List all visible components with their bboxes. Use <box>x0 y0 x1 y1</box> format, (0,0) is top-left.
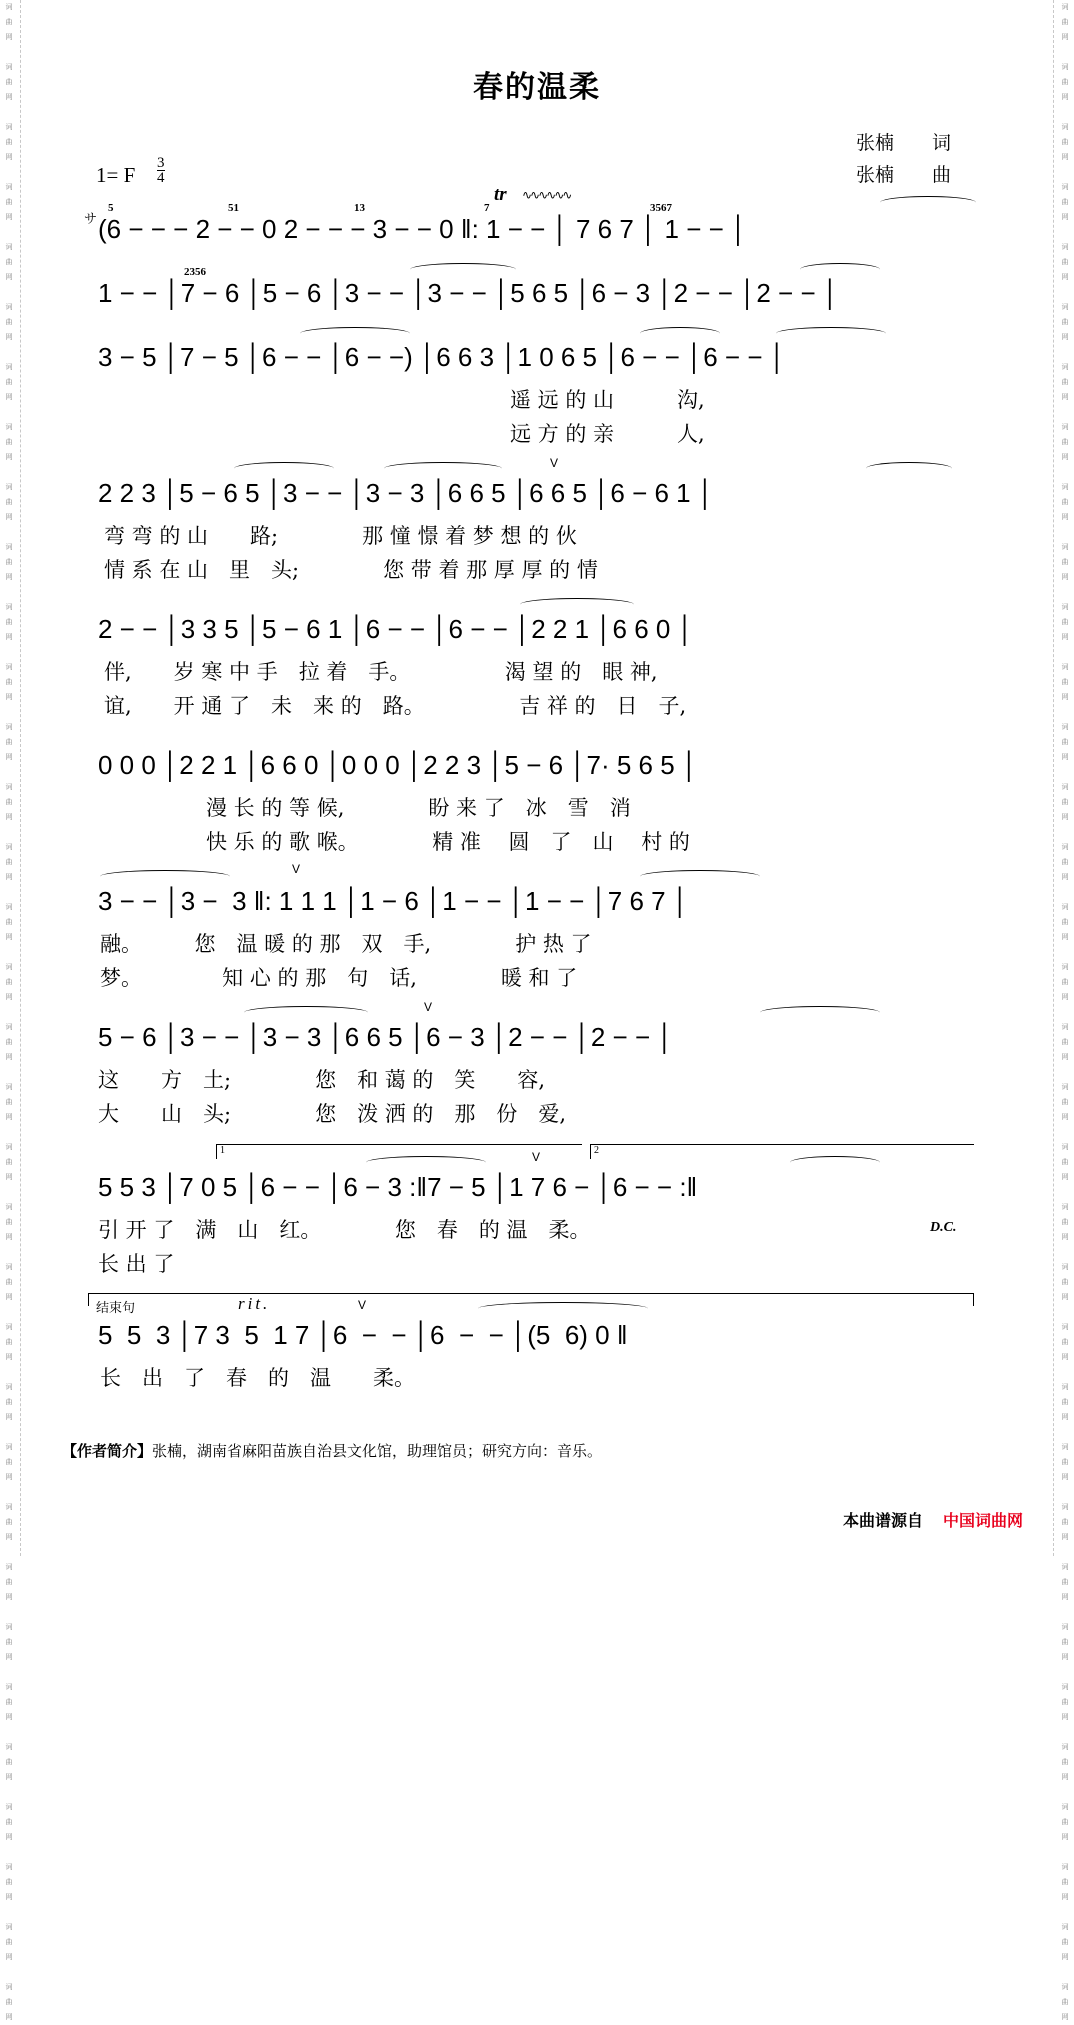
fermata-text: サ <box>84 211 98 226</box>
ritardando-mark: rit. <box>238 1294 271 1313</box>
slur <box>384 462 502 475</box>
da-capo: D.C. <box>930 1220 957 1235</box>
slur <box>800 263 880 276</box>
lyric-row-5b: 梦。 知 心 的 那 句 话, 暖 和 了 <box>100 966 578 990</box>
slur <box>300 327 410 340</box>
watermark-left: 词 曲 网 词 曲 网 词 曲 网 词 曲 网 词 曲 网 词 曲 网 词 曲 网 词 曲 网 词 曲 网 词 曲 网 词 曲 网 词 曲 网 词 曲 网 词 曲 网 词 曲 网 词 曲 网 词 曲 网 词 曲 网 词 曲 网 词 曲 网 词 曲 网 词 曲 网 词 曲 网 词 曲 网 词 曲 网 词 曲 网 词 曲 网 词 曲 网 词 曲 网 词 曲 网 词 曲 网 词 曲 网 词 曲 网 词 曲 网 <box>5 3 13 2021</box>
right-dashed-border <box>1053 0 1054 1556</box>
author-bio <box>62 1440 602 1461</box>
author-label: 【作者简介】 <box>62 1442 153 1460</box>
lyric-row-3a: 伴, 岁 寒 中 手 拉 着 手。 渴 望 的 眼 神, <box>104 660 658 684</box>
lyricist-credit: 张楠 词 <box>856 132 952 154</box>
music-row-9: 5 5 3 │7 0 5 │6 − − │6 − 3 :‖7 − 5 │1 7 6 − │6 − − :‖ <box>98 1172 698 1202</box>
author-text: 张楠，湖南省麻阳苗族自治县文化馆，助理馆员；研究方向：音乐。 <box>152 1442 603 1460</box>
music-row-1: (6 − − − 2 − − 0 2 − − − 3 − − 0 ‖: 1 − − │ 7 6 7 │ 1 − − │ <box>98 214 748 244</box>
music-row-5: 2 − − │3 3 5 │5 − 6 1 │6 − − │6 − − │2 2 1 │6 6 0 │ <box>98 614 694 644</box>
trill-wave-icon: ∿∿∿∿∿∿ <box>522 188 571 202</box>
slur <box>234 462 334 475</box>
lyric-row-1a: 遥 远 的 山 沟, <box>510 388 705 412</box>
coda-label: 结束句 <box>96 1301 136 1316</box>
slur <box>410 263 516 276</box>
music-row-6: 0 0 0 │2 2 1 │6 6 0 │0 0 0 │2 2 3 │5 − 6 │7· 5 6 5 │ <box>98 750 699 780</box>
trill-mark: tr <box>494 184 507 205</box>
composer-credit: 张楠 曲 <box>856 164 952 186</box>
lyric-row-1b: 远 方 的 亲 人, <box>510 422 705 446</box>
slur <box>760 1006 880 1019</box>
lyric-row-5a: 融。 您 温 暖 的 那 双 手, 护 热 了 <box>100 932 592 956</box>
lyric-row-4a: 漫 长 的 等 候, 盼 来 了 冰 雪 消 <box>206 796 631 820</box>
coda-bracket <box>88 1293 974 1306</box>
lyric-row-4b: 快 乐 的 歌 喉。 精 准 圆 了 山 村 的 <box>206 830 690 854</box>
slur <box>640 870 760 883</box>
time-signature <box>157 156 165 185</box>
lyric-row-8a: 长 出 了 春 的 温 柔。 <box>100 1366 415 1390</box>
grace-note: 3567 <box>650 202 672 214</box>
volta-2: 2 <box>590 1144 974 1159</box>
grace-note: 13 <box>354 202 365 214</box>
breath-mark: V <box>358 1298 367 1312</box>
lyric-row-7b: 长 出 了 <box>98 1252 175 1276</box>
slur <box>880 196 976 209</box>
grace-note: 2356 <box>184 266 206 278</box>
slur <box>776 327 886 340</box>
slur <box>640 327 720 340</box>
grace-note: 7 <box>484 202 490 214</box>
slur <box>866 462 952 475</box>
grace-note: 51 <box>228 202 239 214</box>
music-row-8: 5 − 6 │3 − − │3 − 3 │6 6 5 │6 − 3 │2 − − │2 − − │ <box>98 1022 674 1052</box>
breath-mark: V <box>532 1150 541 1164</box>
music-row-7: 3 − − │3 − 3 ‖: 1 1 1 │1 − 6 │1 − − │1 − − │7 6 7 │ <box>98 886 690 916</box>
lyric-row-2b: 情 系 在 山 里 头; 您 带 着 那 厚 厚 的 情 <box>104 558 598 582</box>
music-row-4: 2 2 3 │5 − 6 5 │3 − − │3 − 3 │6 6 5 │6 6 5 │6 − 6 1 │ <box>98 478 715 508</box>
music-row-2: 1 − − │7 − 6 │5 − 6 │3 − − │3 − − │5 6 5 │6 − 3 │2 − − │2 − − │ <box>98 278 840 308</box>
source-credit <box>843 1508 1023 1531</box>
source-label: 本曲谱源自 <box>843 1511 924 1530</box>
volta-1: 1 <box>216 1144 582 1159</box>
slur <box>244 1006 368 1019</box>
lyric-row-3b: 谊, 开 通 了 未 来 的 路。 吉 祥 的 日 子, <box>104 694 687 718</box>
breath-mark: V <box>292 862 301 876</box>
left-dashed-border <box>20 0 21 1556</box>
grace-note: 5 <box>108 202 114 214</box>
slur <box>520 598 634 611</box>
music-row-3: 3 − 5 │7 − 5 │6 − − │6 − −) │6 6 3 │1 0 6 5 │6 − − │6 − − │ <box>98 342 786 372</box>
music-row-10: 5 5 3 │7 3 5 1 7 │6 − − │6 − − │(5 6) 0 ‖ <box>98 1320 628 1350</box>
song-title: 春的温柔 <box>473 70 601 105</box>
watermark-right: 词 曲 网 词 曲 网 词 曲 网 词 曲 网 词 曲 网 词 曲 网 词 曲 网 词 曲 网 词 曲 网 词 曲 网 词 曲 网 词 曲 网 词 曲 网 词 曲 网 词 曲 网 词 曲 网 词 曲 网 词 曲 网 词 曲 网 词 曲 网 词 曲 网 词 曲 网 词 曲 网 词 曲 网 词 曲 网 词 曲 网 词 曲 网 词 曲 网 词 曲 网 词 曲 网 词 曲 网 词 曲 网 词 曲 网 词 曲 网 <box>1061 3 1069 2021</box>
lyric-row-7a: 引 开 了 满 山 红。 您 春 的 温 柔。 <box>98 1218 591 1242</box>
lyric-row-2a: 弯 弯 的 山 路; 那 憧 憬 着 梦 想 的 伙 <box>104 524 577 548</box>
lyric-row-6b: 大 山 头; 您 泼 洒 的 那 份 爱, <box>98 1102 567 1126</box>
breath-mark: V <box>550 456 559 470</box>
slur <box>100 870 230 883</box>
key-signature: 1= F <box>96 163 136 187</box>
breath-mark: V <box>424 1000 433 1014</box>
meter-bottom: 4 <box>157 170 165 186</box>
source-brand-link[interactable]: 中国词曲网 <box>943 1511 1024 1530</box>
meter-top: 3 <box>157 155 165 171</box>
lyric-row-6a: 这 方 土; 您 和 蔼 的 笑 容, <box>98 1068 546 1092</box>
